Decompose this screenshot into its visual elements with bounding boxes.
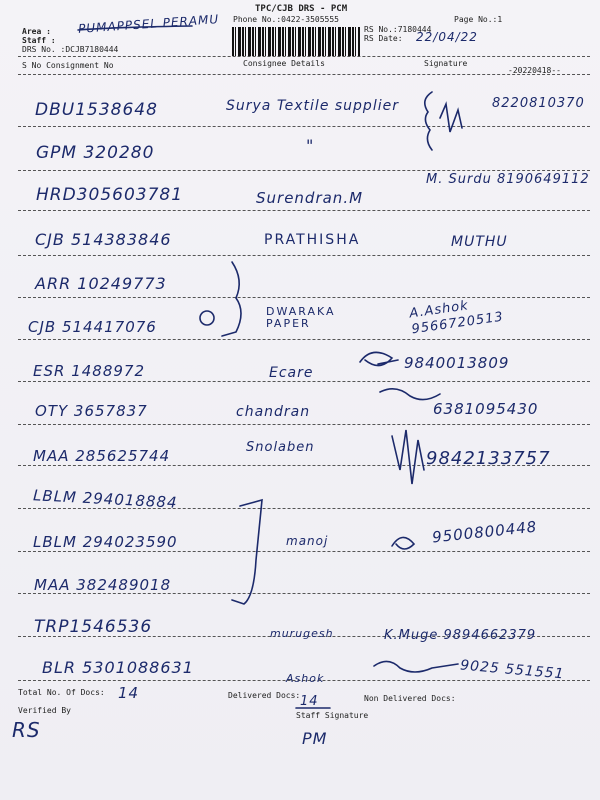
delivered-docs-label: Delivered Docs: [228,691,301,700]
signature-scribble [440,104,462,132]
signature-entry: K.Muge 9894662379 [384,628,537,643]
consignment-no: BLR 5301088631 [42,658,194,677]
signature-entry: MUTHU [451,234,508,250]
sheet-title: TPC/CJB DRS - PCM [255,4,348,14]
delivered-docs-value: 14 [300,694,319,709]
signature-entry: A.Ashok 9566720513 [408,298,505,338]
signature-entry: 9842133757 [426,448,551,469]
circled-mark [200,311,214,325]
drs-number: DRS No. :DCJB7180444 [22,45,119,54]
consignee-name: manoj [286,534,329,548]
verified-by-label: Verified By [18,706,71,715]
consignment-no: LBLM 294018884 [32,486,178,512]
rs-number: RS No.:7180444 [364,25,432,34]
signature-bracket [425,92,432,150]
staff-signature-label: Staff Signature [296,711,369,720]
bracket-stroke [222,262,241,336]
column-signature: Signature [424,59,468,68]
consignee-name: Surya Textile supplier [226,98,399,114]
consignment-no: CJB 514417076 [28,318,157,336]
staff-signature: PM [302,729,328,748]
consignee-name: Surendran.M [256,189,364,207]
consignee-name: Ecare [269,365,314,381]
consignee-name: Snolaben [246,440,315,455]
bracket-stroke [232,500,262,604]
consignment-no: HRD305603781 [36,185,184,205]
column-consignment: S No Consignment No [22,61,114,70]
signature-scribble [392,537,414,549]
signature-scribble [360,352,398,365]
consignment-no: OTY 3657837 [35,402,148,420]
total-docs-label: Total No. Of Docs: [18,688,105,697]
signature-scribble [374,661,458,672]
signature-entry: 9500800448 [431,517,539,547]
column-date-code: -20220418-- [508,66,561,75]
staff-label: Staff : [22,36,56,45]
signature-entry: 9025 551551 [459,657,566,683]
consignment-no: GPM 320280 [36,143,155,163]
consignee-name: Ashok [286,672,325,685]
consignment-no: DBU1538648 [35,100,158,120]
area-value: PUMAPPSEL PERAMU [77,12,220,36]
signature-entry: 9840013809 [404,354,510,372]
rs-date-label: RS Date: [364,34,403,43]
total-docs-value: 14 [118,684,140,702]
consignment-no: ESR 1488972 [33,362,145,380]
consignment-no: TRP1546536 [34,617,153,637]
consignment-no: ARR 10249773 [35,274,167,293]
consignee-name: PRATHISHA [264,232,361,248]
non-delivered-docs-label: Non Delivered Docs: [364,694,456,703]
rs-date-value: 22/04/22 [416,30,478,44]
signature-scribble [380,389,440,400]
page-number: Page No.:1 [454,15,503,24]
signature-scribble [392,430,424,484]
area-underline [78,26,192,30]
consignee-name: DWARAKA PAPER [266,305,336,330]
consignment-no: MAA 285625744 [33,447,171,465]
signature-entry: 8220810370 [492,96,585,111]
verified-signature: RS [12,718,41,742]
consignment-no: CJB 514383846 [35,230,172,249]
consignee-name: " [306,136,315,155]
signature-entry: M. Surdu 8190649112 [426,172,590,187]
column-consignee: Consignee Details [243,59,325,68]
phone-number: Phone No.:0422-3505555 [233,15,339,24]
consignment-no: MAA 382489018 [34,576,172,594]
signature-entry: 6381095430 [433,400,539,418]
area-label: Area : [22,27,51,36]
consignment-no: LBLM 294023590 [33,533,178,551]
consignee-name: murugesh [270,627,334,640]
consignee-name: chandran [236,404,311,420]
